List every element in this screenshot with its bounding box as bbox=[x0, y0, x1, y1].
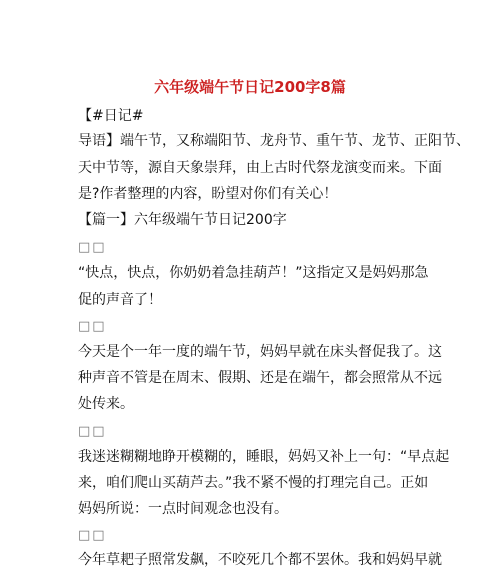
paragraph-line: 今天是个一年一度的端午节，妈妈早就在床头督促我了。这 bbox=[78, 344, 442, 360]
section-heading: 【篇一】六年级端午节日记200字 bbox=[78, 212, 287, 228]
paragraph-line: 促的声音了！ bbox=[78, 292, 162, 308]
paragraph-line: 我迷迷糊糊地睁开模糊的，睡眼，妈妈又补上一句：“早点起 bbox=[78, 449, 450, 465]
paragraph-line: 种声音不管是在周末、假期、还是在端午，都会照常从不远 bbox=[78, 370, 442, 386]
paragraph-marker: □□ bbox=[78, 528, 107, 543]
paragraph-line: 处传来。 bbox=[78, 396, 134, 412]
paragraph-line: 今年草耙子照常发飙，不咬死几个都不罢休。我和妈妈早就 bbox=[78, 552, 442, 568]
paragraph-marker: □□ bbox=[78, 424, 107, 439]
paragraph-line: 来，咱们爬山买葫芦去。”我不紧不慢的打理完自己。正如 bbox=[78, 475, 429, 491]
tag-line: 【#日记# bbox=[78, 108, 144, 124]
paragraph-marker: □□ bbox=[78, 240, 107, 255]
document-title: 六年级端午节日记200字8篇 bbox=[154, 78, 346, 96]
intro-line-1: 导语】端午节，又称端阳节、龙舟节、重午节、龙节、正阳节、 bbox=[78, 133, 470, 149]
paragraph-line: “快点，快点，你奶奶着急挂葫芦！”这指定又是妈妈那急 bbox=[78, 265, 429, 281]
intro-line-2: 天中节等，源自天象崇拜，由上古时代祭龙演变而来。下面 bbox=[78, 160, 442, 176]
intro-line-3: 是?作者整理的内容，盼望对你们有关心！ bbox=[78, 186, 338, 202]
paragraph-marker: □□ bbox=[78, 319, 107, 334]
paragraph-line: 妈妈所说：一点时间观念也没有。 bbox=[78, 501, 288, 517]
